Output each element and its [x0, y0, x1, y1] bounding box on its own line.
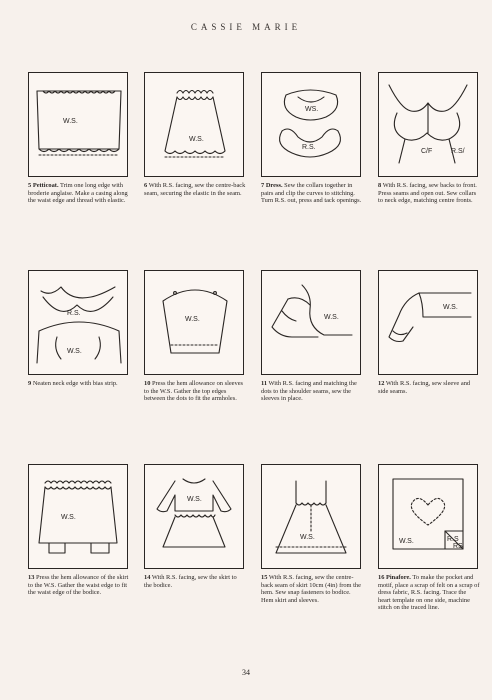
- step-number: 15: [261, 574, 268, 581]
- dress-back-drawing: [262, 465, 360, 568]
- side-seam-illustration: [378, 270, 478, 375]
- collars-drawing: [262, 73, 360, 176]
- rs-label: RS: [453, 543, 463, 550]
- ws-label: W.S.: [399, 538, 414, 545]
- step-number: 11: [261, 380, 268, 387]
- petticoat-drawing: [29, 73, 127, 176]
- ws-label: W.S.: [185, 316, 200, 323]
- step-text: To make the pocket and motif, place a scrap of felt on a scrap of dress fabric, R.S. facing. Trace the heart template on one side, machine stitch on the traced line.: [378, 574, 480, 612]
- ws-label: W.S.: [443, 304, 458, 311]
- ws-label: W.S.: [61, 514, 76, 521]
- step-caption: [144, 574, 246, 589]
- rs-label: R.S/: [451, 148, 465, 155]
- instruction-row: [28, 464, 478, 654]
- step-caption: [28, 182, 130, 205]
- step-number: 8: [378, 182, 382, 189]
- step-text: With R.S. facing, sew the centre-back seam of skirt 10cm (4in) from the hem. Sew snap fasteners to bodice. Hem skirt and sleeves.: [261, 574, 361, 604]
- step-caption: [261, 574, 363, 604]
- step-number: 6: [144, 182, 148, 189]
- bodice-drawing: [379, 73, 477, 176]
- ws-label: W.S.: [63, 118, 78, 125]
- step-caption: [144, 182, 246, 197]
- pinafore-pocket-illustration: [378, 464, 478, 569]
- step-number: 10: [144, 380, 151, 387]
- step-caption: [378, 182, 480, 205]
- step-text: With R.S. facing, sew sleeve and side seams.: [378, 380, 471, 395]
- cf-label: C/F: [421, 148, 433, 155]
- rs-label: R.S.: [67, 310, 81, 317]
- bodice-collar-illustration: [378, 72, 478, 177]
- step-title: Dress.: [265, 182, 283, 189]
- step-title: Pinafore.: [386, 574, 411, 581]
- step-text: Sew the collars together in pairs and clip the curves to stitching. Turn R.S. out, press and tack openings.: [261, 182, 362, 205]
- skirt-drawing: [29, 465, 127, 568]
- bias-strip-illustration: [28, 270, 128, 375]
- step-caption: [261, 182, 363, 205]
- step-caption: [378, 380, 480, 395]
- ws-label: W.S.: [189, 136, 204, 143]
- step-number: 9: [28, 380, 32, 387]
- ws-label: W.S.: [67, 348, 82, 355]
- centre-back-skirt-illustration: [261, 464, 361, 569]
- step-caption: [28, 380, 130, 388]
- running-header: CASSIE MARIE: [190, 22, 302, 32]
- step-text: Press the hem allowance on sleeves to the W.S. Gather the top edges between the dots to fit the armholes.: [144, 380, 244, 403]
- instruction-row: [28, 270, 478, 460]
- step-title: Petticoat.: [32, 182, 59, 189]
- step-number: 5: [28, 182, 32, 189]
- step-text: Press the hem allowance of the skirt to the W.S. Gather the waist edge to fit the waist edge of the bodice.: [28, 574, 129, 597]
- heart-motif-drawing: [379, 465, 477, 568]
- step-text: With R.S. facing, sew backs to front. Press seams and open out. Sew collars to neck edge, matching centre fronts.: [378, 182, 477, 205]
- sleeve-drawing: [145, 271, 243, 374]
- step-caption: [144, 380, 246, 403]
- step-number: 12: [378, 380, 385, 387]
- ws-label: W.S.: [324, 314, 339, 321]
- ws-label: W.S.: [300, 534, 315, 541]
- skirt-hem-illustration: [28, 464, 128, 569]
- petticoat-seam-drawing: [145, 73, 243, 176]
- collar-illustration: [261, 72, 361, 177]
- side-seam-drawing: [379, 271, 477, 374]
- step-text: Trim one long edge with broderie anglaise. Make a casing along the waist edge and thread with elastic.: [28, 182, 128, 205]
- centre-back-seam-illustration: [144, 72, 244, 177]
- step-caption: [28, 574, 130, 597]
- step-caption: [261, 380, 363, 403]
- step-number: 14: [144, 574, 151, 581]
- step-text: Neaten neck edge with bias strip.: [32, 380, 118, 387]
- step-number: 13: [28, 574, 35, 581]
- step-caption: [378, 574, 480, 612]
- skirt-bodice-illustration: [144, 464, 244, 569]
- ws-label: WS.: [305, 106, 319, 113]
- instruction-row: [28, 72, 478, 262]
- step-number: 16: [378, 574, 385, 581]
- step-number: 7: [261, 182, 265, 189]
- page-number: 34: [242, 668, 250, 677]
- sleeve-attach-illustration: [261, 270, 361, 375]
- neck-edge-drawing: [29, 271, 127, 374]
- ws-label: W.S.: [187, 496, 202, 503]
- rs-label: R.S: [447, 536, 459, 543]
- step-text: With R.S. facing, sew the centre-back seam, securing the elastic in the seam.: [144, 182, 246, 197]
- sleeve-illustration: [144, 270, 244, 375]
- dress-assembly-drawing: [145, 465, 243, 568]
- step-text: With R.S. facing and matching the dots to the shoulder seams, sew the sleeves in place.: [261, 380, 357, 403]
- petticoat-trim-illustration: [28, 72, 128, 177]
- sleeve-attach-drawing: [262, 271, 360, 374]
- step-text: With R.S. facing, sew the skirt to the bodice.: [144, 574, 237, 589]
- rs-label: R.S.: [302, 144, 316, 151]
